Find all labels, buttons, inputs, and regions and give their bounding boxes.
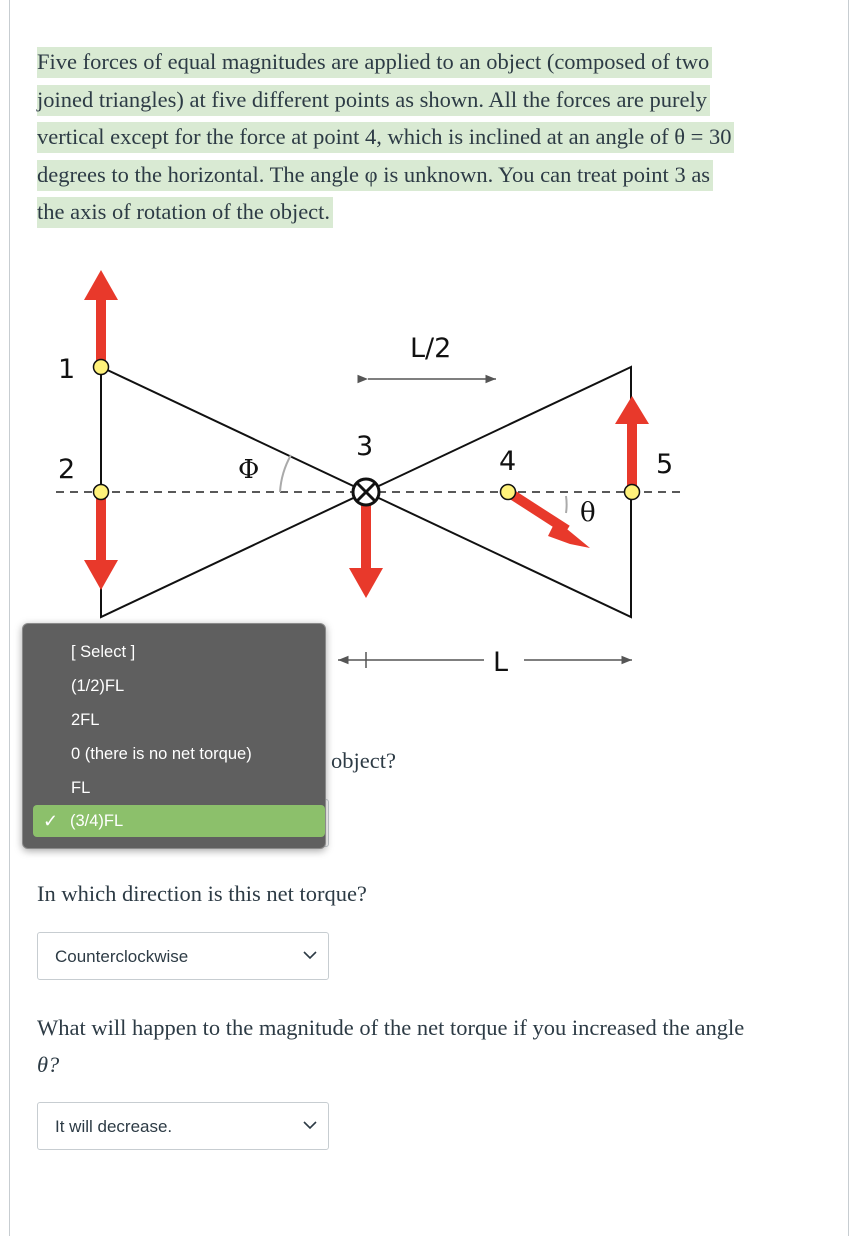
force-arrow-2 [84, 492, 118, 590]
point-4-marker [501, 485, 516, 500]
question-2-selected-value: Counterclockwise [55, 947, 189, 966]
intro-line-2: joined triangles) at five different points as shown. All the forces are purely [37, 85, 710, 116]
dropdown-option-half-fl[interactable]: (1/2)FL [71, 677, 125, 695]
point-3-label: 3 [356, 431, 374, 462]
force-arrow-3 [349, 502, 383, 598]
problem-statement [37, 43, 817, 231]
dropdown-option-select[interactable]: [ Select ] [71, 643, 136, 661]
chevron-down-icon [302, 1117, 318, 1133]
intro-line-1: Five forces of equal magnitudes are applied to an object (composed of two [37, 47, 712, 78]
dropdown-option-2fl[interactable]: 2FL [71, 711, 100, 729]
question-3-selected-value: It will decrease. [55, 1117, 173, 1136]
intro-line-4: degrees to the horizontal. The angle φ is unknown. You can treat point 3 as [37, 160, 713, 191]
point-5-label: 5 [656, 449, 674, 480]
question-3-select[interactable] [37, 1102, 329, 1150]
theta-angle-arc [566, 496, 567, 513]
rotation-axis-marker [353, 479, 379, 505]
intro-line-3: vertical except for the force at point 4, which is inclined at an angle of θ = 30 [37, 122, 734, 153]
theta-label: θ [580, 498, 596, 528]
point-1-label: 1 [58, 354, 76, 385]
point-4-label: 4 [499, 446, 517, 477]
half-length-label: L/2 [410, 333, 452, 364]
point-5-marker [625, 485, 640, 500]
dropdown-option-fl[interactable]: FL [71, 779, 91, 797]
force-arrow-1 [84, 270, 118, 368]
dropdown-option-three-quarter-fl[interactable] [33, 805, 325, 837]
force-arrow-5 [615, 396, 649, 492]
question-2-text: In which direction is this net torque? [37, 881, 367, 906]
question-1-dropdown-list [22, 623, 326, 849]
intro-line-5: the axis of rotation of the object. [37, 197, 333, 228]
dropdown-option-zero[interactable]: 0 (there is no net torque) [71, 745, 252, 763]
question-3-text-line-2: θ? [37, 1052, 60, 1077]
point-2-marker [94, 485, 109, 500]
length-label: L [493, 647, 509, 678]
point-1-marker [94, 360, 109, 375]
phi-angle-arc [280, 455, 291, 492]
chevron-down-icon [302, 947, 318, 963]
question-2-select[interactable] [37, 932, 329, 980]
selected-option-label: (3/4)FL [70, 812, 124, 830]
checkmark-icon: ✓ [43, 811, 59, 831]
phi-label: Φ [238, 455, 260, 485]
point-2-label: 2 [58, 454, 76, 485]
question-3-text-line-1: What will happen to the magnitude of the net torque if you increased the angle [37, 1015, 745, 1040]
force-arrow-4 [508, 492, 590, 548]
question-1-partial-text: object? [331, 748, 396, 773]
